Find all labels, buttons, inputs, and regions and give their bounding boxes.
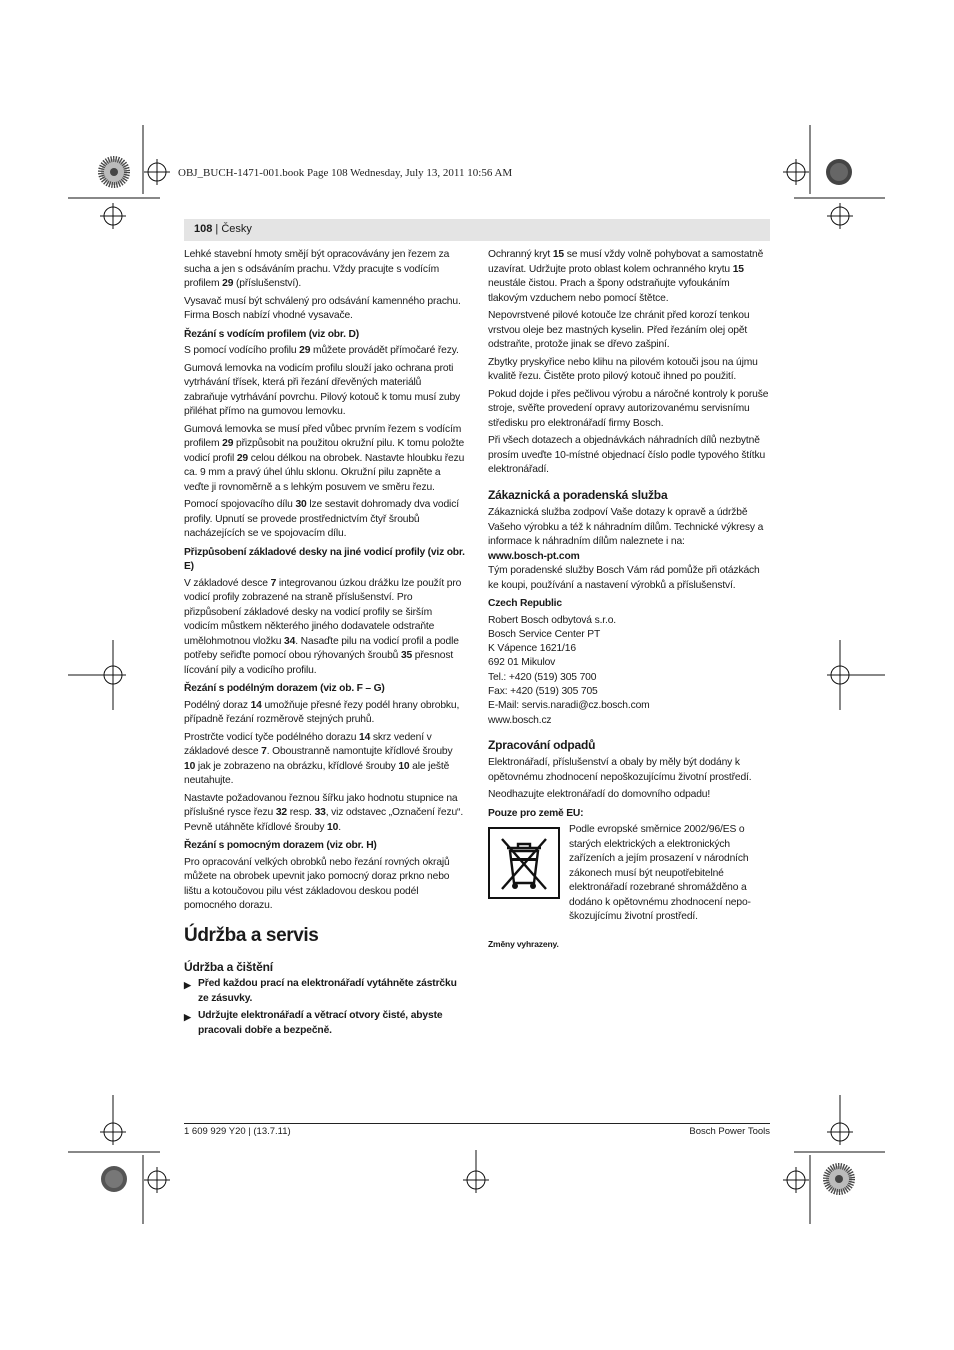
paragraph: Nepovrstvené pilové kotouče lze chránit před korozí tenkou vrstvou oleje bez mastných kyselin. Před řezáním olej opět odstraňte, protože jinak se dřevo zašpiní.	[488, 310, 750, 350]
section-heading: Řezání s podélným dorazem (viz ob. F – G)	[184, 683, 385, 694]
service-address	[488, 614, 770, 728]
paragraph: Neodhazujte elektronářadí do domovního odpadu!	[488, 789, 711, 801]
section-heading: Řezání s pomocným dorazem (viz obr. H)	[184, 840, 377, 851]
address-line: Bosch Service Center PT	[488, 628, 601, 640]
paragraph: Ochranný kryt 15 se musí vždy volně pohybovat a samostatně uzavírat. Udržujte proto oblast kolem ochranného krytu 15 neustále čistou. Prach a špony odstraňujte vyfoukáním tlakovým vzduchem nebo pomocí štětce.	[488, 249, 764, 304]
phone-line: Tel.: +420 (519) 305 700	[488, 671, 597, 683]
page-header	[194, 223, 252, 235]
right-column	[488, 248, 770, 951]
crossed-out-bin-icon	[488, 827, 560, 899]
country-heading: Czech Republic	[488, 598, 562, 609]
chapter-title: Údržba a servis	[184, 924, 319, 946]
print-slug: OBJ_BUCH-1471-001.book Page 108 Wednesday, July 13, 2011 10:56 AM	[178, 167, 513, 179]
paragraph: Tým poradenské služby Bosch Vám rád pomůže při otázkách ke koupi, používání a nastavení výrobků a příslušenství.	[488, 565, 760, 591]
triangle-bullet-icon: ▶	[184, 980, 191, 990]
section-heading: Řezání s vodícím profilem (viz obr. D)	[184, 328, 359, 340]
paragraph: Pokud dojde i přes pečlivou výrobu a náročné kontroly k poruše stroje, svěřte provedení opravy autorizovanému servisnímu středisku pro elektronářadí firmy Bosch.	[488, 388, 769, 429]
weee-paragraph: Podle evropské směrnice 2002/96/ES o starých elektrických a elektronických zařízeních a jejím prosazení v národních zákonech musí být neupotřebitelné elektronářadí rozebrané shromážděno a dodáno k opětovnému zhodnocení nepo-škozujícímu životní prostředí.	[569, 824, 751, 923]
paragraph: Zákaznická služba zodpoví Vaše dotazy k opravě a údržbě Vašeho výrobku a též k náhradním dílům. Technické výkresy a informace k náhradním dílům naleznete i na:	[488, 507, 764, 547]
section-heading: Přizpůsobení základové desky na jiné vodicí profily (viz obr. E)	[184, 546, 465, 572]
weee-block	[488, 823, 770, 925]
paragraph: V základové desce 7 integrovanou úzkou drážku lze použít pro vodicí profily zobrazené na straně příslušenství. Pro přizpůsobení základové desky na vodicí profily se širším vodicím můstkem některého jiného dodavatele odstraňte umělohmotnou vložku 34. Nasaďte pilu na vodicí profil a podle potřeby seřiďte pomocí obou rýhovaných šroubů 35 přesnost lícování pily a vodicího profilu.	[184, 577, 462, 676]
paragraph: Zbytky pryskyřice nebo klihu na pilovém kotouči jsou na újmu kvalitě řezu. Čistěte proto pilový kotouč ihned po použití.	[488, 356, 758, 382]
paragraph: Lehké stavební hmoty smějí být opracovávány jen řezem za sucha a jen s odsáváním prachu. Vždy pracujte s vodícím profilem 29 (příslušenství).	[184, 249, 450, 289]
address-line: 692 01 Mikulov	[488, 657, 556, 669]
paragraph: Podélný doraz 14 umožňuje přesné řezy podél hrany obrobku, případně řezání rozměrově stejných pruhů.	[184, 699, 460, 725]
address-line: K Vápence 1621/16	[488, 643, 576, 655]
address-line: Robert Bosch odbytová s.r.o.	[488, 614, 617, 626]
section-heading: Pouze pro země EU:	[488, 807, 584, 819]
header-language: Česky	[221, 223, 252, 235]
paragraph: Vysavač musí být schválený pro odsávání kamenného prachu. Firma Bosch nabízí vhodné vysavače.	[184, 295, 461, 321]
paragraph: S pomocí vodícího profilu 29 můžete provádět přímočaré řezy.	[184, 345, 459, 356]
bullet-item: ▶ Udržujte elektronářadí a větrací otvory čisté, abyste pracovali dobře a bezpečně.	[184, 1009, 466, 1038]
paragraph: Při všech dotazech a objednávkách náhradních dílů nezbytně prosím uveďte 10-místné objednací číslo podle typového štítku elektronářadí.	[488, 435, 766, 475]
footer-brand: Bosch Power Tools	[689, 1126, 770, 1137]
triangle-bullet-icon: ▶	[184, 1012, 191, 1022]
paragraph: Prostrčte vodicí tyče podélného dorazu 14 skrz vedení v základové desce 7. Oboustranně namontujte křídlové šrouby 10 jak je zobrazeno na obrázku, křídlové šrouby 10 ale ještě neutahujte.	[184, 731, 453, 786]
bullet-item: ▶ Před každou prací na elektronářadí vytáhněte zástrčku ze zásuvky.	[184, 977, 466, 1006]
changes-reserved: Změny vyhrazeny.	[488, 938, 559, 949]
email-line[interactable]: E-Mail: servis.naradi@cz.bosch.com	[488, 700, 650, 712]
header-separator: |	[212, 223, 222, 235]
paragraph: Elektronářadí, příslušenství a obaly by měly být dodány k opětovnému zhodnocení nepoškozujícímu životní prostředí.	[488, 757, 752, 783]
paragraph: Pomocí spojovacího dílu 30 lze sestavit dohromady dva vodicí profily. Upnutí se provede prostřednictvím čtyř šroubů nacházejících se ve spojovacím dílu.	[184, 499, 459, 539]
paragraph: Gumová lemovka se musí před vůbec prvním řezem s vodícím profilem 29 přizpůsobit na použitou okružní pilu. K tomu položte vodicí profil 29 celou délkou na obrobek. Nastavte hloubku řezu ca. 9 mm a pravý úhel úhlu sklonu. Okružní pilu zapněte a veďte ji rovnoměrně a s lehkým posuvem ve směru řezu.	[184, 423, 465, 493]
section-heading: Zpracování odpadů	[488, 737, 596, 752]
paragraph: Gumová lemovka na vodicím profilu slouží jako ochrana proti vytrhávání třísek, která při řezání dřevěných materiálů zabraňuje vytrhávání povrchu. Pilový kotouč k tomu musí zuby přiléhat přímo na gumovou lemovku.	[184, 362, 461, 417]
footer-rule	[184, 1123, 770, 1124]
subsection-heading: Údržba a čištění	[184, 959, 273, 974]
paragraph: Pro opracování velkých obrobků nebo řezání rovných okrajů můžete na obrobek upevnit jako pomocný doraz prkno nebo lištu a kotoučovou pilu vést základovou deskou podél pomocného dorazu.	[184, 856, 450, 911]
footer-doc-number: 1 609 929 Y20 | (13.7.11)	[184, 1126, 291, 1137]
left-column	[184, 248, 466, 1041]
website-link[interactable]: www.bosch-pt.com	[488, 550, 580, 562]
page-header-bar	[184, 219, 770, 241]
website-line[interactable]: www.bosch.cz	[488, 714, 552, 726]
paragraph: Nastavte požadovanou řeznou šířku jako hodnotu stupnice na příslušné rysce řezu 32 resp. 33, viz odstavec „Označení řezu“. Pevně utáhněte křídlové šrouby 10.	[184, 792, 464, 833]
page-number: 108	[194, 223, 213, 235]
fax-line: Fax: +420 (519) 305 705	[488, 685, 598, 697]
section-heading: Zákaznická a poradenská služba	[488, 487, 668, 502]
